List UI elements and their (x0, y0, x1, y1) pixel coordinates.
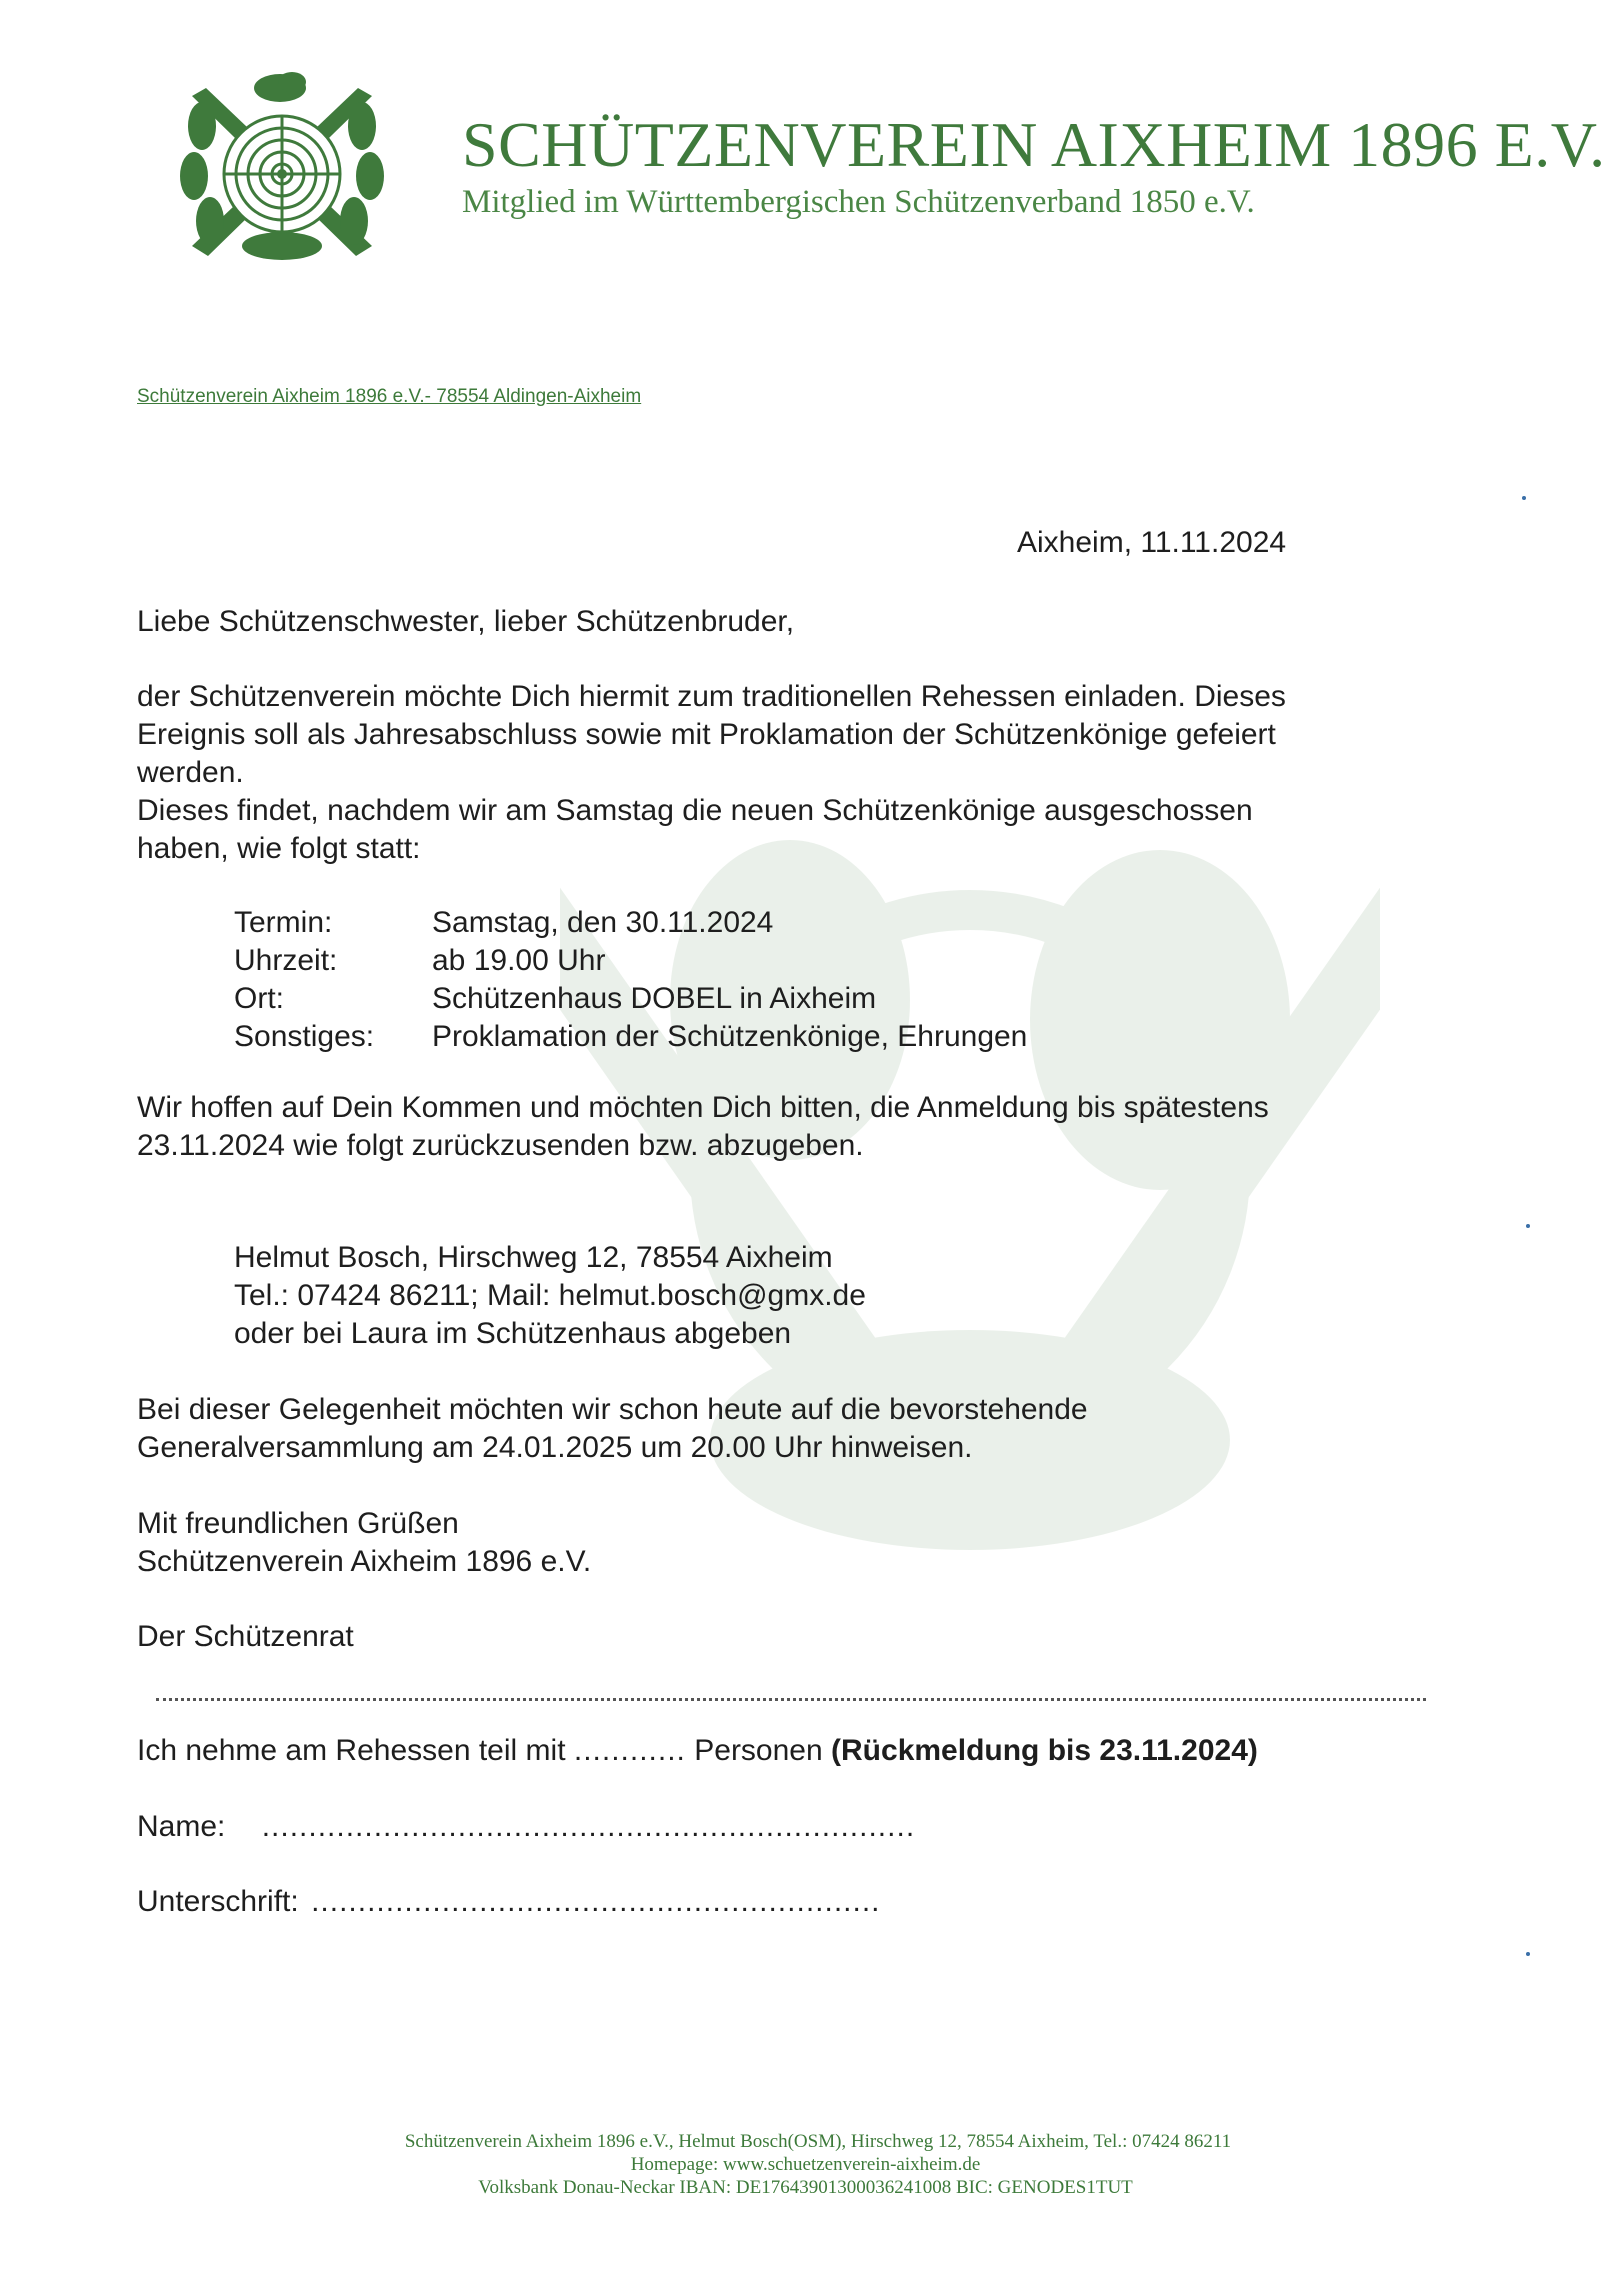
paragraph-line: Dieses findet, nachdem wir am Samstag die neuen Schützenkönige ausgeschossen (137, 794, 1253, 827)
signature-council: Der Schützenrat (137, 1620, 354, 1653)
invitation-paragraph (137, 678, 1286, 868)
sender-address-line: Schützenverein Aixheim 1896 e.V.- 78554 Aldingen-Aixheim (137, 386, 642, 407)
footer-homepage: Homepage: www.schuetzenverein-aixheim.de (630, 2154, 981, 2175)
rsvp-suffix: Personen (694, 1734, 823, 1767)
detail-value: Samstag, den 30.11.2024 (432, 906, 774, 939)
salutation: Liebe Schützenschwester, lieber Schützenbruder, (137, 605, 795, 638)
detail-row-ort (234, 980, 1027, 1018)
club-logo-icon (172, 66, 392, 266)
registration-paragraph (137, 1089, 1269, 1165)
paragraph-line: Ereignis soll als Jahresabschluss sowie mit Proklamation der Schützenkönige gefeiert (137, 718, 1276, 751)
persons-count-field[interactable]: ............ (573, 1734, 686, 1767)
event-details (234, 904, 1027, 1056)
rsvp-line (137, 1732, 1258, 1770)
paragraph-line: Wir hoffen auf Dein Kommen und möchten Dich bitten, die Anmeldung bis spätestens (137, 1091, 1269, 1124)
detail-value: Proklamation der Schützenkönige, Ehrungen (432, 1020, 1028, 1053)
membership-line: Mitglied im Württembergischen Schützenverband 1850 e.V. (462, 184, 1255, 220)
detail-label: Termin: (234, 906, 333, 939)
paragraph-line: der Schützenverein möchte Dich hiermit zum traditionellen Rehessen einladen. Dieses (137, 680, 1286, 713)
rsvp-deadline: (Rückmeldung bis 23.11.2024) (831, 1734, 1258, 1767)
signature-row (137, 1883, 881, 1921)
name-label: Name: (137, 1810, 226, 1843)
rsvp-prefix: Ich nehme am Rehessen teil mit (137, 1734, 566, 1767)
footer-bank: Volksbank Donau-Neckar IBAN: DE17643901300036241008 BIC: GENODES1TUT (478, 2177, 1133, 2198)
detail-label: Sonstiges: (234, 1020, 375, 1053)
detail-label: Uhrzeit: (234, 944, 338, 977)
paragraph-line: Generalversammlung am 24.01.2025 um 20.00 Uhr hinweisen. (137, 1431, 973, 1464)
detail-value: Schützenhaus DOBEL in Aixheim (432, 982, 877, 1015)
letter-date: Aixheim, 11.11.2024 (1017, 526, 1287, 559)
assembly-paragraph (137, 1391, 1088, 1467)
closing-block (137, 1505, 591, 1581)
scan-speck (1522, 496, 1526, 500)
paragraph-line: Bei dieser Gelegenheit möchten wir schon heute auf die bevorstehende (137, 1393, 1088, 1426)
contact-alternative: oder bei Laura im Schützenhaus abgeben (234, 1317, 792, 1350)
signature-label: Unterschrift: (137, 1885, 299, 1918)
detail-value: ab 19.00 Uhr (432, 944, 606, 977)
paragraph-line: haben, wie folgt statt: (137, 832, 421, 865)
paragraph-line: werden. (137, 756, 244, 789)
scan-speck (1526, 1224, 1530, 1228)
closing-greeting: Mit freundlichen Grüßen (137, 1507, 459, 1540)
paragraph-line: 23.11.2024 wie folgt zurückzusenden bzw. abzugeben. (137, 1129, 864, 1162)
name-field[interactable]: ...................................................................... (261, 1810, 916, 1843)
detail-row-uhrzeit (234, 942, 1027, 980)
name-row (137, 1808, 915, 1846)
scan-speck (1526, 1952, 1530, 1956)
detail-row-sonstiges (234, 1018, 1027, 1056)
signature-field[interactable]: ............................................................. (311, 1885, 881, 1918)
contact-address: Helmut Bosch, Hirschweg 12, 78554 Aixheim (234, 1241, 833, 1274)
club-name: SCHÜTZENVEREIN AIXHEIM 1896 E.V. (462, 109, 1606, 180)
detail-row-termin (234, 904, 1027, 942)
contact-phone-mail: Tel.: 07424 86211; Mail: helmut.bosch@gmx.de (234, 1279, 866, 1312)
closing-club: Schützenverein Aixheim 1896 e.V. (137, 1545, 592, 1578)
detail-label: Ort: (234, 982, 284, 1015)
cut-line-divider (156, 1698, 1426, 1705)
footer-address: Schützenverein Aixheim 1896 e.V., Helmut Bosch(OSM), Hirschweg 12, 78554 Aixheim, Tel.: 07424 86211 (404, 2131, 1232, 2152)
contact-block (234, 1239, 866, 1353)
